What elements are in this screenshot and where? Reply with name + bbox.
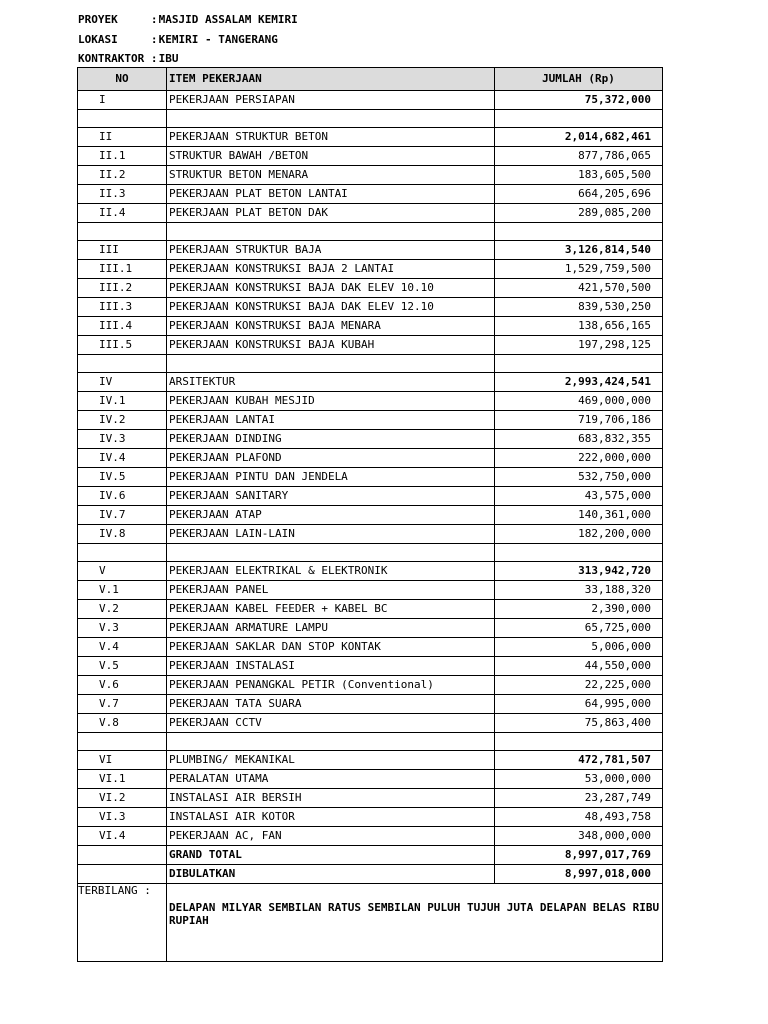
cell-item: PLUMBING/ MEKANIKAL — [167, 751, 495, 770]
cell-amount: 1,529,759,500 — [495, 260, 663, 279]
cell-no: VI — [78, 751, 167, 770]
kontraktor-label: KONTRAKTOR : — [78, 52, 158, 65]
table-row — [78, 204, 663, 223]
header-lokasi — [78, 33, 278, 46]
cell-amount: 33,188,320 — [495, 581, 663, 600]
table-row — [78, 185, 663, 204]
cell-item: STRUKTUR BAWAH /BETON — [167, 147, 495, 166]
table-row — [78, 449, 663, 468]
table-row — [78, 789, 663, 808]
column-header-item: ITEM PEKERJAAN — [167, 68, 495, 91]
terbilang-text: DELAPAN MILYAR SEMBILAN RATUS SEMBILAN PULUH TUJUH JUTA DELAPAN BELAS RIBU RUPIAH — [167, 884, 663, 962]
cell-no: III.3 — [78, 298, 167, 317]
cell-amount: 182,200,000 — [495, 525, 663, 544]
cell-item: PEKERJAAN PENANGKAL PETIR (Conventional) — [167, 676, 495, 695]
section-row — [78, 128, 663, 147]
cell-item: DIBULATKAN — [167, 865, 495, 884]
cell-amount: 532,750,000 — [495, 468, 663, 487]
cell-no: II.4 — [78, 204, 167, 223]
cell-amount: 75,863,400 — [495, 714, 663, 733]
cell-no: V — [78, 562, 167, 581]
lokasi-label: LOKASI : — [78, 33, 158, 46]
cell-no: V.5 — [78, 657, 167, 676]
cell-amount: 3,126,814,540 — [495, 241, 663, 260]
cell-no — [78, 846, 167, 865]
cell-amount: 877,786,065 — [495, 147, 663, 166]
total-row — [78, 865, 663, 884]
cell-no: V.3 — [78, 619, 167, 638]
cell-item: PEKERJAAN SAKLAR DAN STOP KONTAK — [167, 638, 495, 657]
cell-no — [78, 355, 167, 373]
cell-amount: 2,014,682,461 — [495, 128, 663, 147]
cell-amount: 65,725,000 — [495, 619, 663, 638]
section-row — [78, 91, 663, 110]
table-row — [78, 581, 663, 600]
cell-amount: 183,605,500 — [495, 166, 663, 185]
table-row — [78, 827, 663, 846]
cell-item: PEKERJAAN DINDING — [167, 430, 495, 449]
blank-row — [78, 110, 663, 128]
cell-amount: 421,570,500 — [495, 279, 663, 298]
cell-amount: 197,298,125 — [495, 336, 663, 355]
table-row — [78, 317, 663, 336]
cell-amount — [495, 110, 663, 128]
cell-item: PEKERJAAN ATAP — [167, 506, 495, 525]
cell-amount: 140,361,000 — [495, 506, 663, 525]
cell-amount: 48,493,758 — [495, 808, 663, 827]
proyek-label: PROYEK : — [78, 13, 158, 26]
cell-no — [78, 110, 167, 128]
cell-no: III.5 — [78, 336, 167, 355]
cost-table — [77, 67, 663, 962]
cell-item: INSTALASI AIR BERSIH — [167, 789, 495, 808]
cell-item: PEKERJAAN KONSTRUKSI BAJA DAK ELEV 12.10 — [167, 298, 495, 317]
cell-no: IV.7 — [78, 506, 167, 525]
cell-item: PEKERJAAN ELEKTRIKAL & ELEKTRONIK — [167, 562, 495, 581]
section-row — [78, 373, 663, 392]
cell-amount: 2,390,000 — [495, 600, 663, 619]
table-row — [78, 279, 663, 298]
cell-no: II — [78, 128, 167, 147]
cell-no: IV.4 — [78, 449, 167, 468]
table-row — [78, 657, 663, 676]
cell-no: V.6 — [78, 676, 167, 695]
cell-no: II.1 — [78, 147, 167, 166]
cell-item: ARSITEKTUR — [167, 373, 495, 392]
table-row — [78, 336, 663, 355]
section-row — [78, 241, 663, 260]
cell-no: VI.1 — [78, 770, 167, 789]
cell-amount: 64,995,000 — [495, 695, 663, 714]
cell-no — [78, 733, 167, 751]
cell-amount — [495, 733, 663, 751]
cell-amount: 8,997,018,000 — [495, 865, 663, 884]
cell-no — [78, 544, 167, 562]
cell-item: PEKERJAAN ARMATURE LAMPU — [167, 619, 495, 638]
table-row — [78, 260, 663, 279]
cell-amount: 138,656,165 — [495, 317, 663, 336]
cell-no: I — [78, 91, 167, 110]
table-row — [78, 506, 663, 525]
header-proyek — [78, 13, 298, 26]
cell-item — [167, 355, 495, 373]
cell-item: PEKERJAAN INSTALASI — [167, 657, 495, 676]
cell-item: PEKERJAAN LANTAI — [167, 411, 495, 430]
cell-amount: 8,997,017,769 — [495, 846, 663, 865]
cell-item: PEKERJAAN LAIN-LAIN — [167, 525, 495, 544]
terbilang-row — [78, 884, 663, 962]
table-row — [78, 770, 663, 789]
cell-no: IV.3 — [78, 430, 167, 449]
cell-amount: 5,006,000 — [495, 638, 663, 657]
blank-row — [78, 733, 663, 751]
cell-amount: 719,706,186 — [495, 411, 663, 430]
table-row — [78, 487, 663, 506]
cell-item: PEKERJAAN PERSIAPAN — [167, 91, 495, 110]
cell-item: PEKERJAAN PINTU DAN JENDELA — [167, 468, 495, 487]
cell-amount: 348,000,000 — [495, 827, 663, 846]
lokasi-value: KEMIRI - TANGERANG — [158, 33, 278, 46]
cell-item: PEKERJAAN SANITARY — [167, 487, 495, 506]
table-row — [78, 468, 663, 487]
cell-amount: 289,085,200 — [495, 204, 663, 223]
table-row — [78, 619, 663, 638]
cell-no: IV.1 — [78, 392, 167, 411]
cell-item: STRUKTUR BETON MENARA — [167, 166, 495, 185]
cell-no: VI.4 — [78, 827, 167, 846]
cell-amount — [495, 223, 663, 241]
cell-no: VI.2 — [78, 789, 167, 808]
cell-item: INSTALASI AIR KOTOR — [167, 808, 495, 827]
cell-item — [167, 110, 495, 128]
cell-item: PEKERJAAN KONSTRUKSI BAJA 2 LANTAI — [167, 260, 495, 279]
cell-amount: 53,000,000 — [495, 770, 663, 789]
cell-amount — [495, 355, 663, 373]
cell-item: PEKERJAAN PLAFOND — [167, 449, 495, 468]
cell-no: IV.8 — [78, 525, 167, 544]
cell-item: PEKERJAAN KONSTRUKSI BAJA KUBAH — [167, 336, 495, 355]
table-row — [78, 638, 663, 657]
cell-item: PEKERJAAN PANEL — [167, 581, 495, 600]
cell-no: IV.6 — [78, 487, 167, 506]
table-row — [78, 600, 663, 619]
cell-amount — [495, 544, 663, 562]
cell-amount: 23,287,749 — [495, 789, 663, 808]
cell-amount: 44,550,000 — [495, 657, 663, 676]
table-row — [78, 695, 663, 714]
cell-no: IV.5 — [78, 468, 167, 487]
cell-item: PEKERJAAN TATA SUARA — [167, 695, 495, 714]
cell-no: V.7 — [78, 695, 167, 714]
blank-row — [78, 355, 663, 373]
table-row — [78, 298, 663, 317]
table-row — [78, 147, 663, 166]
cell-amount: 43,575,000 — [495, 487, 663, 506]
blank-row — [78, 223, 663, 241]
cell-no: II.3 — [78, 185, 167, 204]
table-row — [78, 430, 663, 449]
cell-item — [167, 733, 495, 751]
cell-no — [78, 865, 167, 884]
cell-no: IV — [78, 373, 167, 392]
cell-item: GRAND TOTAL — [167, 846, 495, 865]
cell-item: PEKERJAAN KONSTRUKSI BAJA DAK ELEV 10.10 — [167, 279, 495, 298]
terbilang-label: TERBILANG : — [78, 884, 167, 962]
cell-item: PEKERJAAN PLAT BETON DAK — [167, 204, 495, 223]
cell-amount: 664,205,696 — [495, 185, 663, 204]
cell-item: PEKERJAAN KUBAH MESJID — [167, 392, 495, 411]
cell-no: V.1 — [78, 581, 167, 600]
cell-no: IV.2 — [78, 411, 167, 430]
cell-item: PEKERJAAN STRUKTUR BAJA — [167, 241, 495, 260]
kontraktor-value: IBU — [158, 52, 179, 65]
cell-amount: 222,000,000 — [495, 449, 663, 468]
cell-no: V.4 — [78, 638, 167, 657]
column-header-amount: JUMLAH (Rp) — [495, 68, 663, 91]
table-row — [78, 808, 663, 827]
table-row — [78, 714, 663, 733]
total-row — [78, 846, 663, 865]
cell-amount: 313,942,720 — [495, 562, 663, 581]
cell-amount: 2,993,424,541 — [495, 373, 663, 392]
cell-no: II.2 — [78, 166, 167, 185]
cell-item: PEKERJAAN STRUKTUR BETON — [167, 128, 495, 147]
cell-no: III.2 — [78, 279, 167, 298]
cell-item: PERALATAN UTAMA — [167, 770, 495, 789]
table-row — [78, 411, 663, 430]
cell-no: III — [78, 241, 167, 260]
cell-item: PEKERJAAN AC, FAN — [167, 827, 495, 846]
cell-no — [78, 223, 167, 241]
cell-item — [167, 544, 495, 562]
proyek-value: MASJID ASSALAM KEMIRI — [158, 13, 298, 26]
header-kontraktor — [78, 52, 179, 65]
cell-item: PEKERJAAN KONSTRUKSI BAJA MENARA — [167, 317, 495, 336]
cell-no: VI.3 — [78, 808, 167, 827]
cell-amount: 469,000,000 — [495, 392, 663, 411]
cell-item: PEKERJAAN KABEL FEEDER + KABEL BC — [167, 600, 495, 619]
cell-no: III.4 — [78, 317, 167, 336]
cell-item — [167, 223, 495, 241]
table-row — [78, 676, 663, 695]
cell-amount: 472,781,507 — [495, 751, 663, 770]
section-row — [78, 562, 663, 581]
cell-amount: 75,372,000 — [495, 91, 663, 110]
cell-amount: 683,832,355 — [495, 430, 663, 449]
table-body — [78, 91, 663, 962]
section-row — [78, 751, 663, 770]
table-header-row — [78, 68, 663, 91]
cell-item: PEKERJAAN PLAT BETON LANTAI — [167, 185, 495, 204]
blank-row — [78, 544, 663, 562]
cell-amount: 22,225,000 — [495, 676, 663, 695]
cell-item: PEKERJAAN CCTV — [167, 714, 495, 733]
column-header-no: NO — [78, 68, 167, 91]
cell-no: V.8 — [78, 714, 167, 733]
cell-no: V.2 — [78, 600, 167, 619]
cell-no: III.1 — [78, 260, 167, 279]
table-row — [78, 392, 663, 411]
table-row — [78, 166, 663, 185]
cell-amount: 839,530,250 — [495, 298, 663, 317]
table-row — [78, 525, 663, 544]
